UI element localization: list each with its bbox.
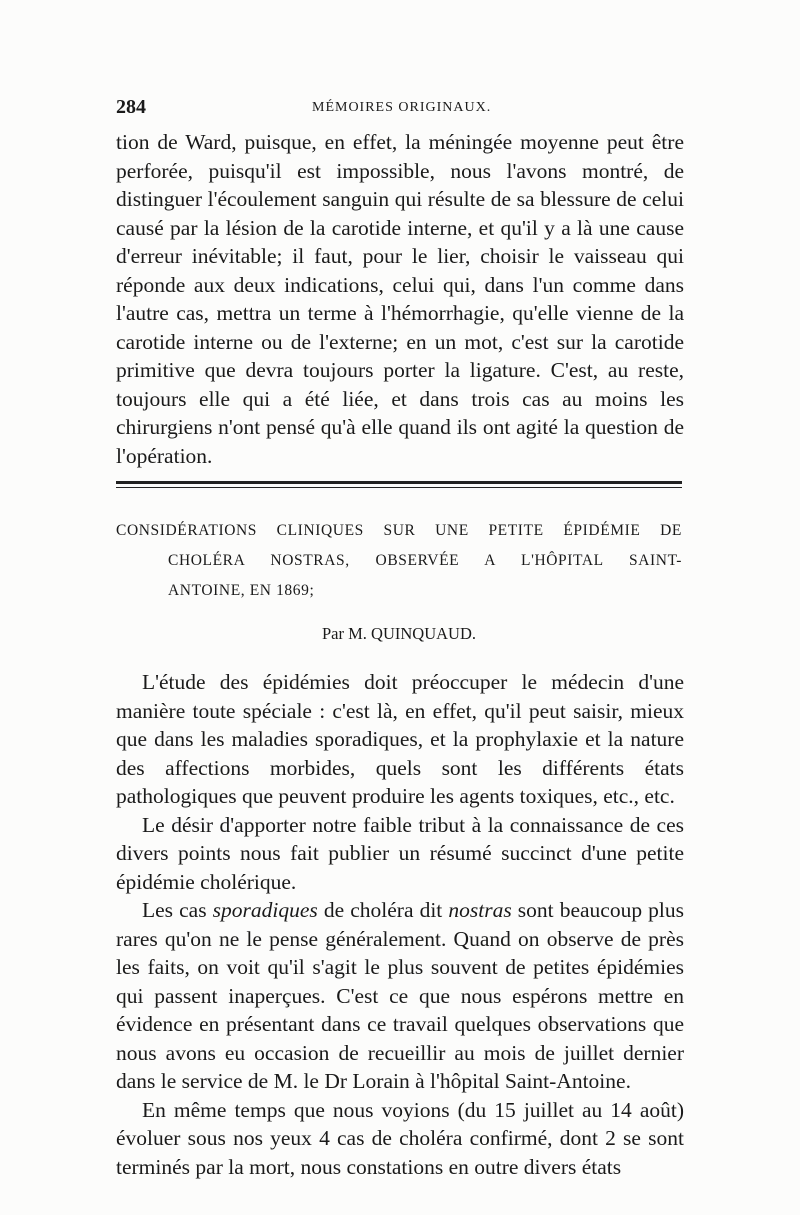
page-header	[112, 94, 684, 122]
article-title	[116, 516, 682, 606]
paragraph-2: Le désir d'apporter notre faible tribut à la connaissance de ces divers points nous fait publier un résumé succinct d'une petite épidémie cholérique.	[116, 812, 684, 894]
title-line-3: ANTOINE, EN 1869;	[168, 582, 315, 599]
paragraph-3	[116, 896, 684, 1096]
continuation-paragraph: tion de Ward, puisque, en effet, la méningée moyenne peut être perforée, puisqu'il est impossible, nous l'avons montré, de distinguer l'écoulement sanguin qui résulte de sa blessure de celui causé par la lésion de la carotide interne, et qu'il y a là une cause d'erreur inévitable; il faut, pour le lier, choisir le vaisseau qui réponde aux deux indications, celui qui, dans l'un comme dans l'autre cas, mettra un terme à l'hémorrhagie, qu'elle vienne de la carotide interne ou de l'externe; en un mot, c'est sur la carotide primitive que devra toujours porter la ligature. C'est, au reste, toujours elle qui a été liée, et dans trois cas au moins les chirurgiens n'ont pensé qu'à elle quand ils ont agité la question de l'opération.	[116, 130, 684, 468]
section-divider	[116, 481, 682, 488]
paragraph-3-text-b: de choléra dit	[317, 898, 449, 922]
author-byline: Par M. QUINQUAUD.	[322, 624, 476, 643]
title-line-1: CONSIDÉRATIONS CLINIQUES SUR UNE PETITE ÉPIDÉMIE DE	[116, 522, 682, 539]
paragraph-3-text-c: sont beaucoup plus rares qu'on ne le pense généralement. Quand on observe de près les faits, on voit qu'il s'agit le plus souvent de petites épidémies qui passent inaperçues. C'est ce que nous espérons mettre en évidence en présentant dans ce travail quelques observations que nous avons eu occasion de recueillir au mois de juillet dernier dans le service de M. le Dr Lorain à l'hôpital Saint-Antoine.	[116, 898, 684, 1093]
article-body	[116, 668, 684, 1181]
italic-sporadiques: sporadiques	[212, 898, 318, 922]
page-number: 284	[116, 96, 146, 118]
title-line-2: CHOLÉRA NOSTRAS, OBSERVÉE A L'HÔPITAL SAINT-	[168, 552, 682, 569]
paragraph-4: En même temps que nous voyions (du 15 juillet au 14 août) évoluer sous nos yeux 4 cas de choléra confirmé, dont 2 se sont terminés par la mort, nous constations en outre divers états	[116, 1097, 684, 1179]
paragraph-1: L'étude des épidémies doit préoccuper le médecin d'une manière toute spéciale : c'est là, en effet, qu'il peut saisir, mieux que dans les maladies sporadiques, et la prophylaxie et la nature des affections morbides, quels sont les différents états pathologiques que peuvent produire les agents toxiques, etc., etc.	[116, 670, 684, 808]
running-head: MÉMOIRES ORIGINAUX.	[312, 100, 492, 115]
paragraph-3-text-a: Les cas	[142, 898, 213, 922]
italic-nostras: nostras	[448, 898, 512, 922]
